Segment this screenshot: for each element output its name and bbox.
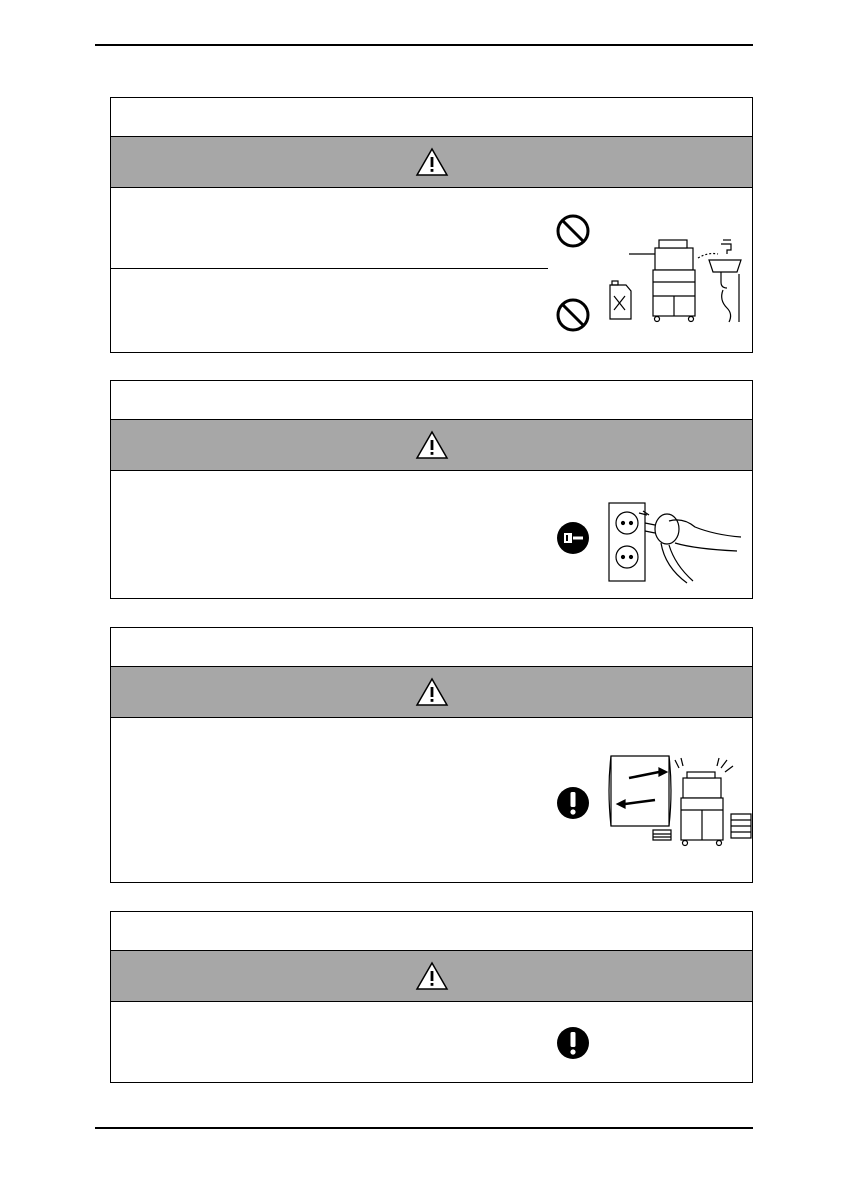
warning-box-title-row <box>111 628 752 667</box>
prohibition-icon <box>556 298 590 332</box>
warning-box-1 <box>110 97 753 353</box>
copier-near-water-and-flammables-illustration <box>603 230 743 326</box>
warning-box-title-row <box>111 98 752 137</box>
warning-box-body <box>111 471 752 596</box>
header-rule <box>95 44 753 46</box>
warning-triangle-icon <box>415 430 449 460</box>
warning-box-body <box>111 718 752 880</box>
warning-triangle-icon <box>415 961 449 991</box>
mandatory-action-icon <box>556 786 590 820</box>
warning-triangle-icon <box>415 147 449 177</box>
prohibition-icon <box>556 214 590 248</box>
mandatory-action-icon <box>556 1026 590 1060</box>
warning-box-2 <box>110 380 753 599</box>
footer-rule <box>95 1127 753 1129</box>
warning-box-title-row <box>111 381 752 420</box>
copier-ventilation-illustration <box>599 750 755 856</box>
warning-box-body <box>111 1002 752 1080</box>
warning-bar <box>111 951 752 1002</box>
row-divider <box>111 268 548 269</box>
warning-bar <box>111 420 752 471</box>
warning-box-title-row <box>111 912 752 951</box>
unplug-icon <box>556 521 590 555</box>
warning-box-3 <box>110 627 753 883</box>
warning-bar <box>111 137 752 188</box>
warning-box-4 <box>110 911 753 1083</box>
unplugging-power-cord-illustration <box>599 499 745 585</box>
warning-box-body <box>111 188 752 350</box>
warning-bar <box>111 667 752 718</box>
warning-triangle-icon <box>415 677 449 707</box>
